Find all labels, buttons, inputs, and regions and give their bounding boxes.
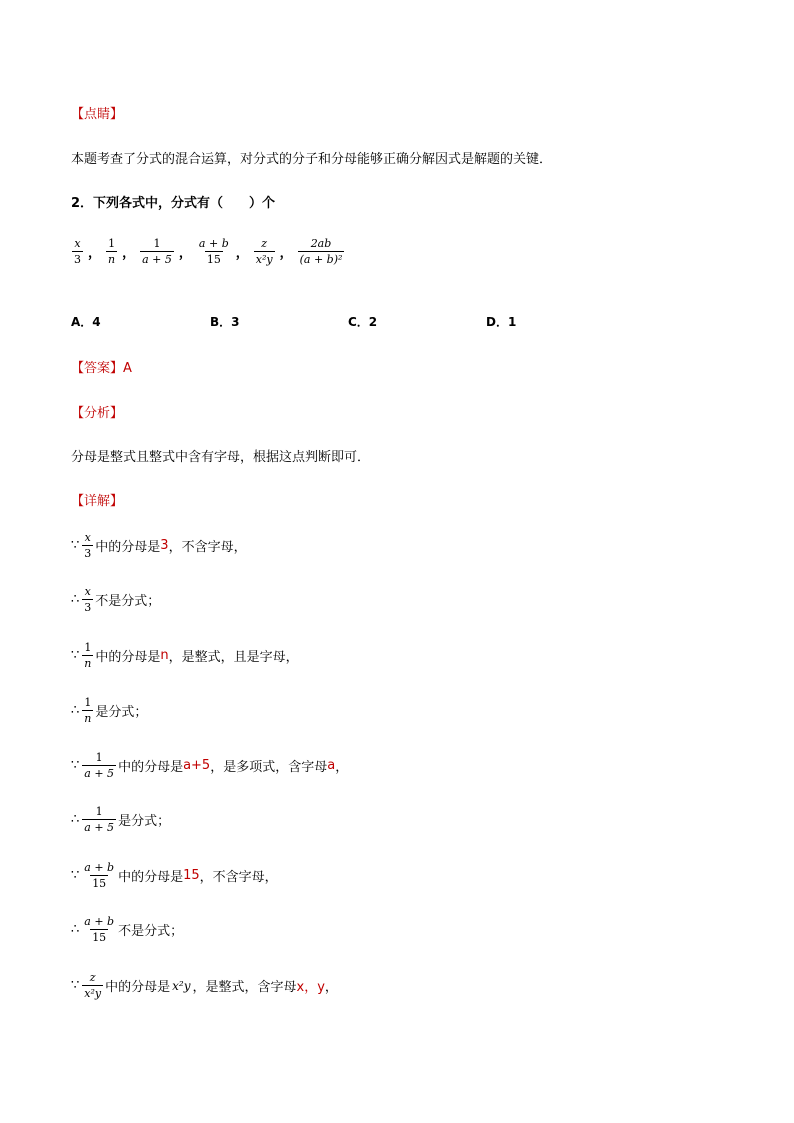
dianjing-heading: 【点睛】 xyxy=(71,107,124,122)
detail-line-9: ∵ $\frac{z}{\text{x²y}}$ 中的分母是 x²y ，是整式，含字母 x，y ， xyxy=(71,971,338,1000)
detail-line-5: ∵ $\frac{1}{a + 5}$ 中的分母是 a+5 ，是多项式，含字母 a ， xyxy=(71,751,349,780)
frac-z-over-x2y: $\frac{z}{\text{x²y}}$ xyxy=(84,971,102,1000)
detail-line-2: ∴ $\frac{x}{3}$ 不是分式； xyxy=(71,585,161,614)
therefore-symbol: ∴ xyxy=(71,703,80,718)
expr-a-plus-b-over-15: $\frac{a + b}{15}$ xyxy=(198,237,229,266)
detail-line-7: ∵ $\frac{a + b}{15}$ 中的分母是 15 ，不含字母， xyxy=(71,861,278,890)
frac-a-plus-b-over-15: $\frac{a + b}{15}$ xyxy=(84,915,115,944)
therefore-symbol: ∴ xyxy=(71,922,80,937)
because-symbol: ∵ xyxy=(71,648,80,663)
frac-1-over-n: $\frac{1}{n}$ xyxy=(84,696,92,725)
analysis-heading: 【分析】 xyxy=(71,406,124,421)
math-x2y: x²y xyxy=(172,978,191,993)
expression-list xyxy=(70,238,346,265)
option-d[interactable]: D．1 xyxy=(486,315,517,329)
detail-line-4: ∴ $\frac{1}{n}$ 是分式； xyxy=(71,696,148,725)
expr-1-over-n: $\frac{1}{n}$ xyxy=(108,237,116,266)
frac-a-plus-b-over-15: $\frac{a + b}{15}$ xyxy=(84,861,115,890)
separator: ， xyxy=(235,246,249,261)
detail-heading: 【详解】 xyxy=(71,494,124,509)
separator: ， xyxy=(178,246,192,261)
because-symbol: ∵ xyxy=(71,538,80,553)
therefore-symbol: ∴ xyxy=(71,812,80,827)
separator: ， xyxy=(88,246,102,261)
detail-line-3: ∵ $\frac{1}{n}$ 中的分母是 n ，是整式，且是字母， xyxy=(71,641,299,670)
detail-line-6: ∴ $\frac{1}{a + 5}$ 是分式； xyxy=(71,805,171,834)
because-symbol: ∵ xyxy=(71,978,80,993)
answer-heading: 【答案】 xyxy=(71,361,124,376)
frac-1-over-a-plus-5: $\frac{1}{a + 5}$ xyxy=(84,805,115,834)
frac-x-over-3: $\frac{x}{3}$ xyxy=(84,585,92,614)
because-symbol: ∵ xyxy=(71,758,80,773)
answer-value: A xyxy=(123,361,132,376)
detail-line-1: ∵ $\frac{x}{3}$ 中的分母是 3 ，不含字母， xyxy=(71,531,247,560)
expr-1-over-a-plus-5: $\frac{1}{a + 5}$ xyxy=(142,237,172,266)
separator: ， xyxy=(122,246,136,261)
frac-x-over-3: $\frac{x}{3}$ xyxy=(84,531,92,560)
expr-2ab-over-a-plus-b-squared: $\frac{2ab}{\text{(a + b)²}}$ xyxy=(299,237,343,266)
expr-x-over-3: $\frac{x}{3}$ xyxy=(74,237,81,266)
option-a[interactable]: A．4 xyxy=(71,315,101,329)
because-symbol: ∵ xyxy=(71,868,80,883)
detail-line-8: ∴ $\frac{a + b}{15}$ 不是分式； xyxy=(71,915,184,944)
dianjing-text: 本题考查了分式的混合运算，对分式的分子和分母能够正确分解因式是解题的关键． xyxy=(71,152,553,167)
frac-1-over-n: $\frac{1}{n}$ xyxy=(84,641,92,670)
analysis-text: 分母是整式且整式中含有字母，根据这点判断即可． xyxy=(71,450,371,465)
frac-1-over-a-plus-5: $\frac{1}{a + 5}$ xyxy=(84,751,115,780)
expr-z-over-x2y: $\frac{z}{\text{x²y}}$ xyxy=(255,237,273,266)
question-title: 2．下列各式中，分式有（ ）个 xyxy=(71,196,276,211)
therefore-symbol: ∴ xyxy=(71,592,80,607)
answer-line xyxy=(71,357,132,376)
option-c[interactable]: C．2 xyxy=(348,315,378,329)
option-b[interactable]: B．3 xyxy=(210,315,240,329)
separator: ， xyxy=(279,246,293,261)
